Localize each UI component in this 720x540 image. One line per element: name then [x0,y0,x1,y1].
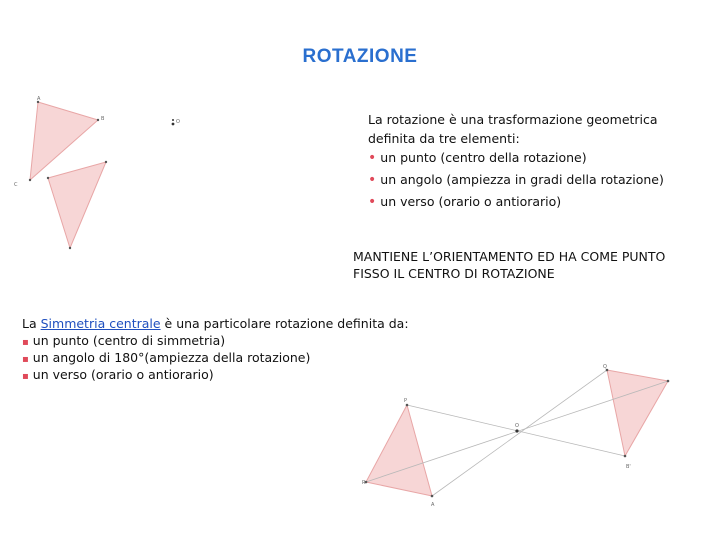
label-c: C [14,182,18,188]
center-point [172,123,175,126]
orientation-note: MANTIENE L’ORIENTAMENTO ED HA COME PUNTO FISSO IL CENTRO DI ROTAZIONE [353,249,666,281]
bullet-icon: ▪ [22,354,29,365]
symmetry-intro: La Simmetria centrale è una particolare rotazione definita da: [22,316,409,331]
center-point-2 [172,119,174,121]
construction-line [432,370,607,496]
page-title: ROTAZIONE [302,46,418,67]
bullet-icon: • [368,150,377,166]
list-item: ▪ un verso (orario o antiorario) [22,367,214,382]
list-item: ▪ un angolo di 180°(ampiezza della rotazione) [22,350,311,365]
symmetric-triangle [607,370,668,456]
bullet-icon: ▪ [22,337,29,348]
symmetry-link[interactable]: Simmetria centrale [40,316,161,331]
definition-intro: La rotazione è una trasformazione geometrica definita da tre elementi: [368,112,658,146]
list-item: • un verso (orario o antiorario) [368,194,562,210]
bullet-icon: • [368,194,377,210]
rotated-triangle [48,162,106,248]
center-point [515,429,518,432]
label-o: O [515,423,519,429]
label-q: Q [603,364,607,370]
list-item: ▪ un punto (centro di simmetria) [22,333,226,348]
list-item: • un punto (centro della rotazione) [368,150,587,166]
list-item: • un angolo (ampiezza in gradi della rotazione) [368,172,664,188]
symmetry-figure [360,360,700,520]
rotation-figure [10,90,210,260]
label-b2: B' [626,464,631,470]
label-b: B [101,116,105,122]
bullet-icon: ▪ [22,371,29,382]
label-o: O [176,119,180,125]
original-triangle [366,405,432,496]
definition-list [368,148,688,212]
bullet-icon: • [368,172,377,188]
label-r: R [362,480,366,486]
label-p: P [404,398,408,404]
label-a: A [431,502,435,508]
label-a: A [37,96,41,102]
rotation-definition [368,110,688,212]
